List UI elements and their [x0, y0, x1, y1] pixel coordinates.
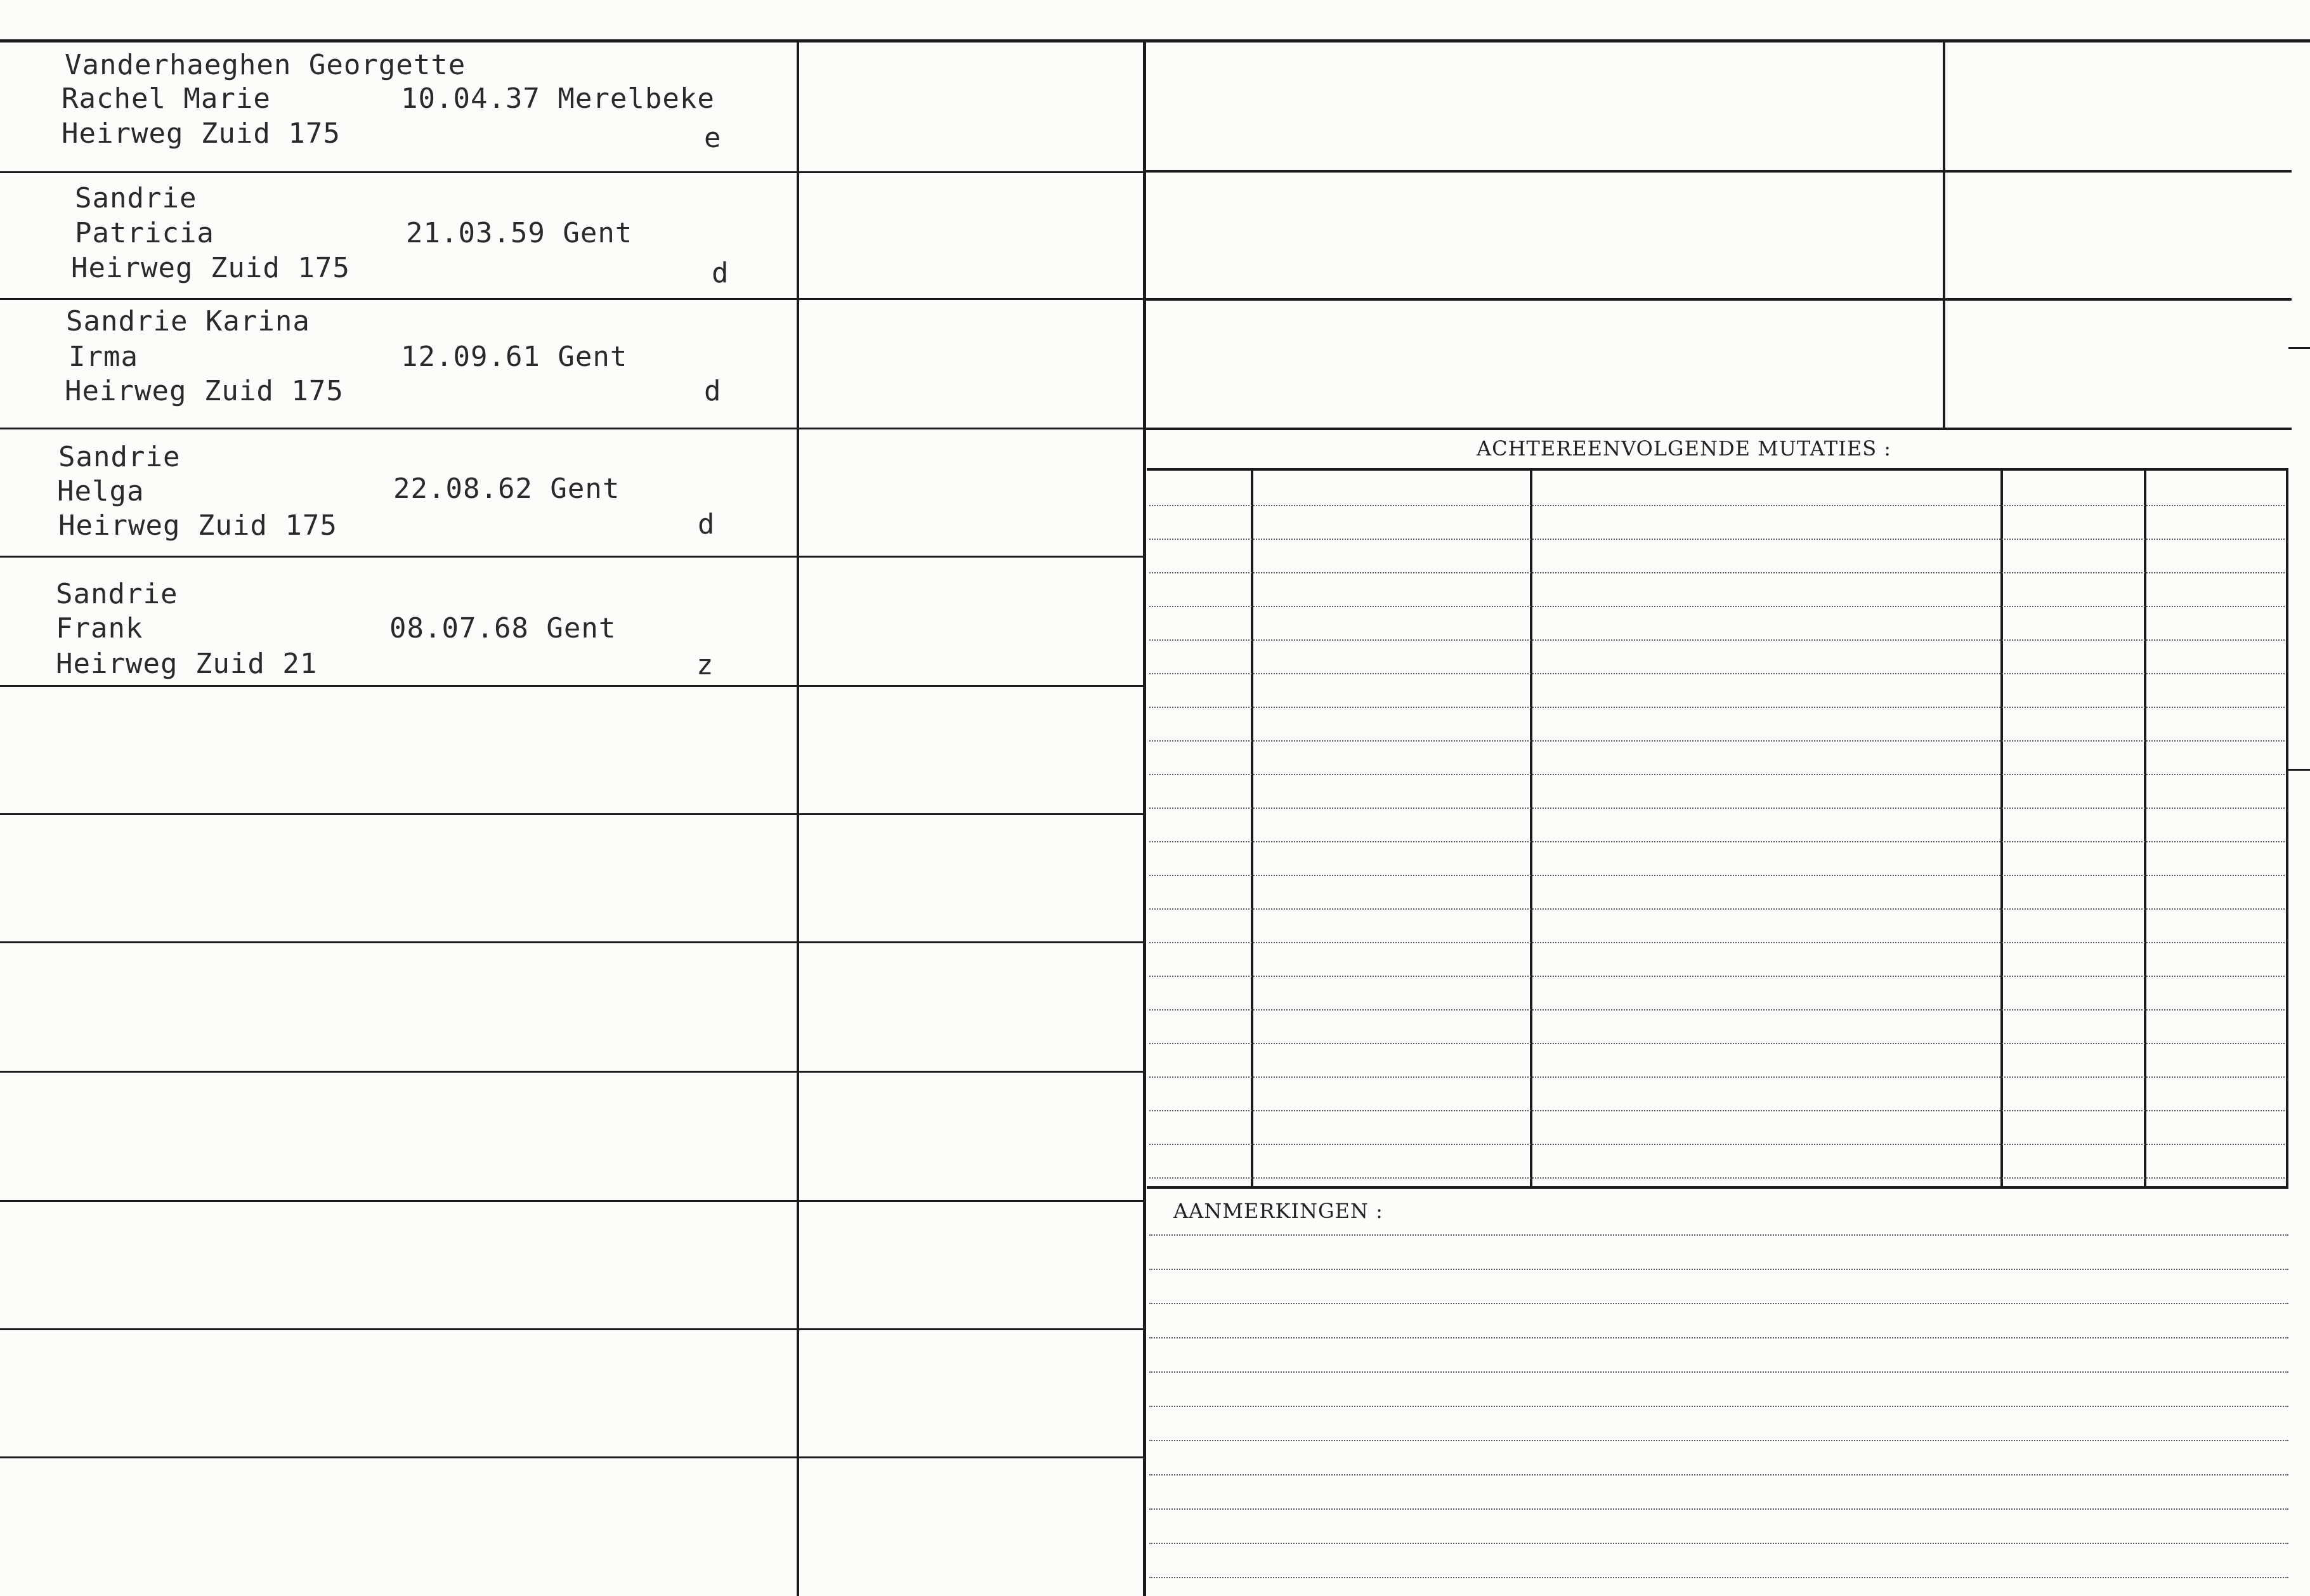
mutations-table-top — [1147, 468, 2288, 471]
resident-surname: Sandrie — [58, 441, 181, 473]
resident-code: d — [704, 375, 722, 407]
mutations-col-3 — [2000, 469, 2003, 1187]
mutations-row-line — [1149, 1043, 2285, 1044]
resident-birth: 08.07.68 Gent — [389, 612, 617, 644]
mutations-row-line — [1149, 539, 2285, 540]
left-row-rule — [0, 941, 1144, 943]
remarks-label: AANMERKINGEN : — [1173, 1199, 1383, 1223]
mutations-row-line — [1149, 639, 2285, 641]
resident-given-names: Rachel Marie — [62, 82, 271, 115]
mutations-table-bottom — [1147, 1186, 2288, 1189]
top-rule — [0, 39, 2310, 43]
left-row-rule — [0, 1328, 1144, 1330]
column-divider-1 — [797, 41, 799, 1596]
left-row-rule — [0, 556, 1144, 558]
resident-given-names: Patricia — [75, 217, 214, 249]
resident-address: Heirweg Zuid 175 — [58, 509, 337, 542]
left-row-rule — [0, 428, 1144, 429]
remarks-row-line — [1149, 1303, 2288, 1304]
right-row-rule-1 — [1145, 170, 2292, 173]
mutations-col-right — [2286, 469, 2288, 1189]
column-divider-3 — [1943, 41, 1945, 428]
resident-birth: 12.09.61 Gent — [401, 341, 628, 373]
resident-given-names: Frank — [56, 612, 143, 644]
remarks-row-line — [1149, 1543, 2288, 1544]
mutations-row-line — [1149, 740, 2285, 742]
left-row-rule — [0, 685, 1144, 687]
right-row-rule-3 — [1145, 428, 2292, 430]
resident-surname: Sandrie — [56, 578, 178, 610]
mutations-col-2 — [1530, 469, 1532, 1187]
remarks-row-line — [1149, 1269, 2288, 1270]
remarks-row-line — [1149, 1440, 2288, 1441]
mutations-row-line — [1149, 875, 2285, 876]
resident-surname: Vanderhaeghen Georgette — [65, 49, 466, 81]
mutations-row-line — [1149, 1144, 2285, 1145]
resident-given-names: Irma — [69, 341, 138, 373]
remarks-row-line — [1149, 1406, 2288, 1407]
remarks-row-line — [1149, 1508, 2288, 1510]
mutations-row-line — [1149, 572, 2285, 573]
mutations-row-line — [1149, 606, 2285, 607]
mutations-row-line — [1149, 1177, 2285, 1179]
left-row-rule — [0, 813, 1144, 815]
mutations-col-1 — [1251, 469, 1253, 1187]
margin-tick — [2288, 347, 2310, 349]
mutations-col-4 — [2144, 469, 2146, 1187]
remarks-row-line — [1149, 1474, 2288, 1475]
mutations-row-line — [1149, 908, 2285, 910]
left-row-rule — [0, 1200, 1144, 1202]
resident-code: z — [696, 649, 714, 681]
resident-surname: Sandrie — [75, 182, 197, 214]
mutations-row-line — [1149, 673, 2285, 674]
left-row-rule — [0, 1071, 1144, 1073]
remarks-row-line — [1149, 1577, 2288, 1578]
left-row-rule — [0, 171, 1144, 173]
mutations-row-line — [1149, 808, 2285, 809]
resident-code: e — [704, 122, 722, 154]
right-row-rule-2 — [1145, 298, 2292, 301]
remarks-row-line — [1149, 1234, 2288, 1236]
mutations-row-line — [1149, 1076, 2285, 1078]
mutations-label: ACHTEREENVOLGENDE MUTATIES : — [1477, 436, 1892, 461]
column-divider-2 — [1143, 41, 1146, 1596]
resident-birth: 22.08.62 Gent — [393, 473, 620, 505]
left-row-rule — [0, 1456, 1144, 1458]
remarks-row-line — [1149, 1337, 2288, 1338]
mutations-row-line — [1149, 976, 2285, 977]
left-row-rule — [0, 298, 1144, 300]
resident-birth: 10.04.37 Merelbeke — [401, 82, 715, 115]
mutations-row-line — [1149, 707, 2285, 708]
mutations-row-line — [1149, 1110, 2285, 1111]
resident-surname: Sandrie Karina — [66, 305, 310, 337]
resident-birth: 21.03.59 Gent — [406, 217, 633, 249]
resident-code: d — [712, 257, 729, 289]
mutations-row-line — [1149, 841, 2285, 842]
mutations-row-line — [1149, 942, 2285, 943]
resident-address: Heirweg Zuid 175 — [65, 375, 344, 407]
resident-address: Heirweg Zuid 175 — [62, 117, 341, 150]
margin-tick — [2288, 769, 2310, 771]
resident-given-names: Helga — [57, 475, 145, 507]
mutations-row-line — [1149, 505, 2285, 506]
remarks-row-line — [1149, 1371, 2288, 1373]
resident-code: d — [698, 508, 715, 540]
mutations-row-line — [1149, 1009, 2285, 1011]
resident-address: Heirweg Zuid 175 — [71, 252, 350, 284]
resident-address: Heirweg Zuid 21 — [56, 648, 318, 680]
mutations-row-line — [1149, 774, 2285, 775]
